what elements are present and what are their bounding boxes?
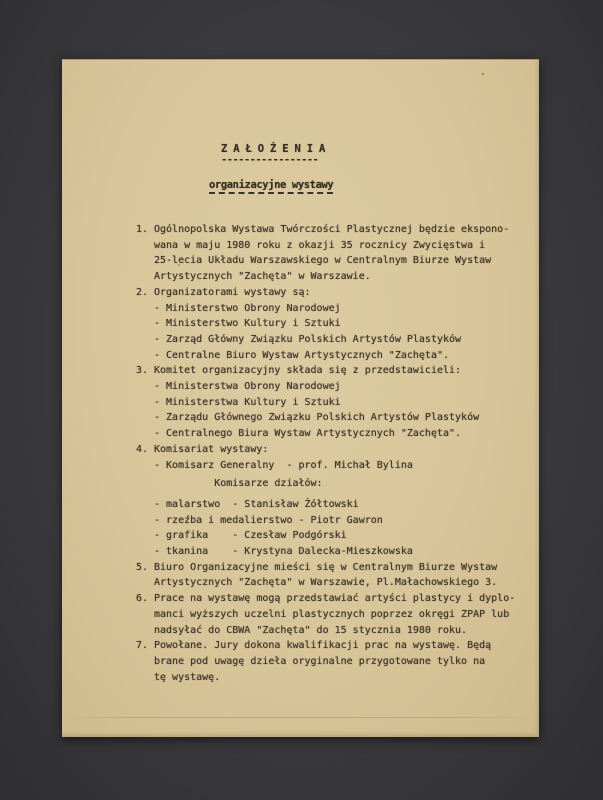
item-line: Organizatorami wystawy są: xyxy=(154,286,311,298)
item-line: - Centralnego Biura Wystaw Artystycznych "Zachęta". xyxy=(154,428,462,440)
item-line: Komisarze działów: xyxy=(154,478,323,490)
document-title: Z A Ł O Ż E N I A xyxy=(221,143,326,155)
item-line: wana w maju 1980 roku z okazji 35 rocznicy Zwycięstwa i xyxy=(154,239,486,251)
numbered-list xyxy=(136,222,532,685)
document-subtitle: organizacyjne wystawy xyxy=(209,179,333,194)
document-page xyxy=(62,59,539,737)
item-line: Artystycznych "Zachęta" w Warszawie. xyxy=(154,271,371,283)
list-item xyxy=(136,638,532,685)
list-item xyxy=(136,222,532,285)
item-number: 3. xyxy=(136,365,149,377)
item-line: Prace na wystawę mogą przedstawiać artyści plastycy i dyplo- xyxy=(154,593,516,605)
list-item xyxy=(136,363,532,442)
item-line: - Zarząd Główny Związku Polskich Artystów Plastyków xyxy=(154,333,462,345)
item-line: brane pod uwagę dzieła oryginalne przygotowane tylko na xyxy=(154,655,486,667)
item-line: Komitet organizacyjny składa się z przedstawicieli: xyxy=(154,365,462,377)
title-underline: ----------------- xyxy=(221,154,319,166)
item-line: - Ministerstwa Obrony Narodowej xyxy=(154,381,341,393)
item-line: - malarstwo - Stanisław Żółtowski xyxy=(154,498,359,510)
item-line: Artystycznych "Zachęta" w Warszawie, Pl.Małachowskiego 3. xyxy=(154,577,498,589)
paper-speck xyxy=(178,264,180,266)
item-number: 1. xyxy=(136,224,149,235)
item-line: Biuro Organizacyjne mieści się w Centralnym Biurze Wystaw xyxy=(154,561,498,573)
item-number: 5. xyxy=(136,561,149,573)
list-item xyxy=(136,591,532,638)
item-line: Komisariat wystawy: xyxy=(154,443,269,455)
item-line: Powołane. Jury dokona kwalifikacji prac na wystawę. Będą xyxy=(154,640,492,652)
item-number: 4. xyxy=(136,443,149,455)
item-line: - Centralne Biuro Wystaw Artystycznych "Zachęta". xyxy=(154,349,450,361)
item-line: - Ministerstwa Kultury i Sztuki xyxy=(154,396,341,408)
item-line: 25-lecia Układu Warszawskiego w Centralnym Biurze Wystaw xyxy=(154,255,492,267)
item-line: Ogólnopolska Wystawa Twórczości Plastycznej będzie ekspono- xyxy=(154,224,510,235)
item-line: - Zarządu Głównego Związku Polskich Artystów Plastyków xyxy=(154,412,480,424)
paper-speck xyxy=(482,73,484,75)
item-line: - Ministerstwo Kultury i Sztuki xyxy=(154,318,341,330)
item-line: - grafika - Czesław Podgórski xyxy=(154,530,347,542)
item-number: 7. xyxy=(136,640,149,652)
list-item xyxy=(136,442,532,560)
item-line: tę wystawę. xyxy=(154,671,221,683)
item-line: nadsyłać do CBWA "Zachęta" do 15 stycznia 1980 roku. xyxy=(154,624,468,636)
fold-crease xyxy=(66,717,535,718)
list-item xyxy=(136,560,532,591)
item-line: - tkanina - Krystyna Dalecka-Mieszkowska xyxy=(154,546,413,558)
list-item xyxy=(136,285,532,364)
item-number: 2. xyxy=(136,286,149,298)
item-line: - Ministerstwo Obrony Narodowej xyxy=(154,302,341,314)
item-line: - Komisarz Generalny - prof. Michał Bylina xyxy=(154,459,413,471)
item-number: 6. xyxy=(136,593,149,605)
item-line: manci wyższych uczelni plastycznych poprzez okręgi ZPAP lub xyxy=(154,608,510,620)
item-line: - rzeźba i medalierstwo - Piotr Gawron xyxy=(154,514,383,526)
